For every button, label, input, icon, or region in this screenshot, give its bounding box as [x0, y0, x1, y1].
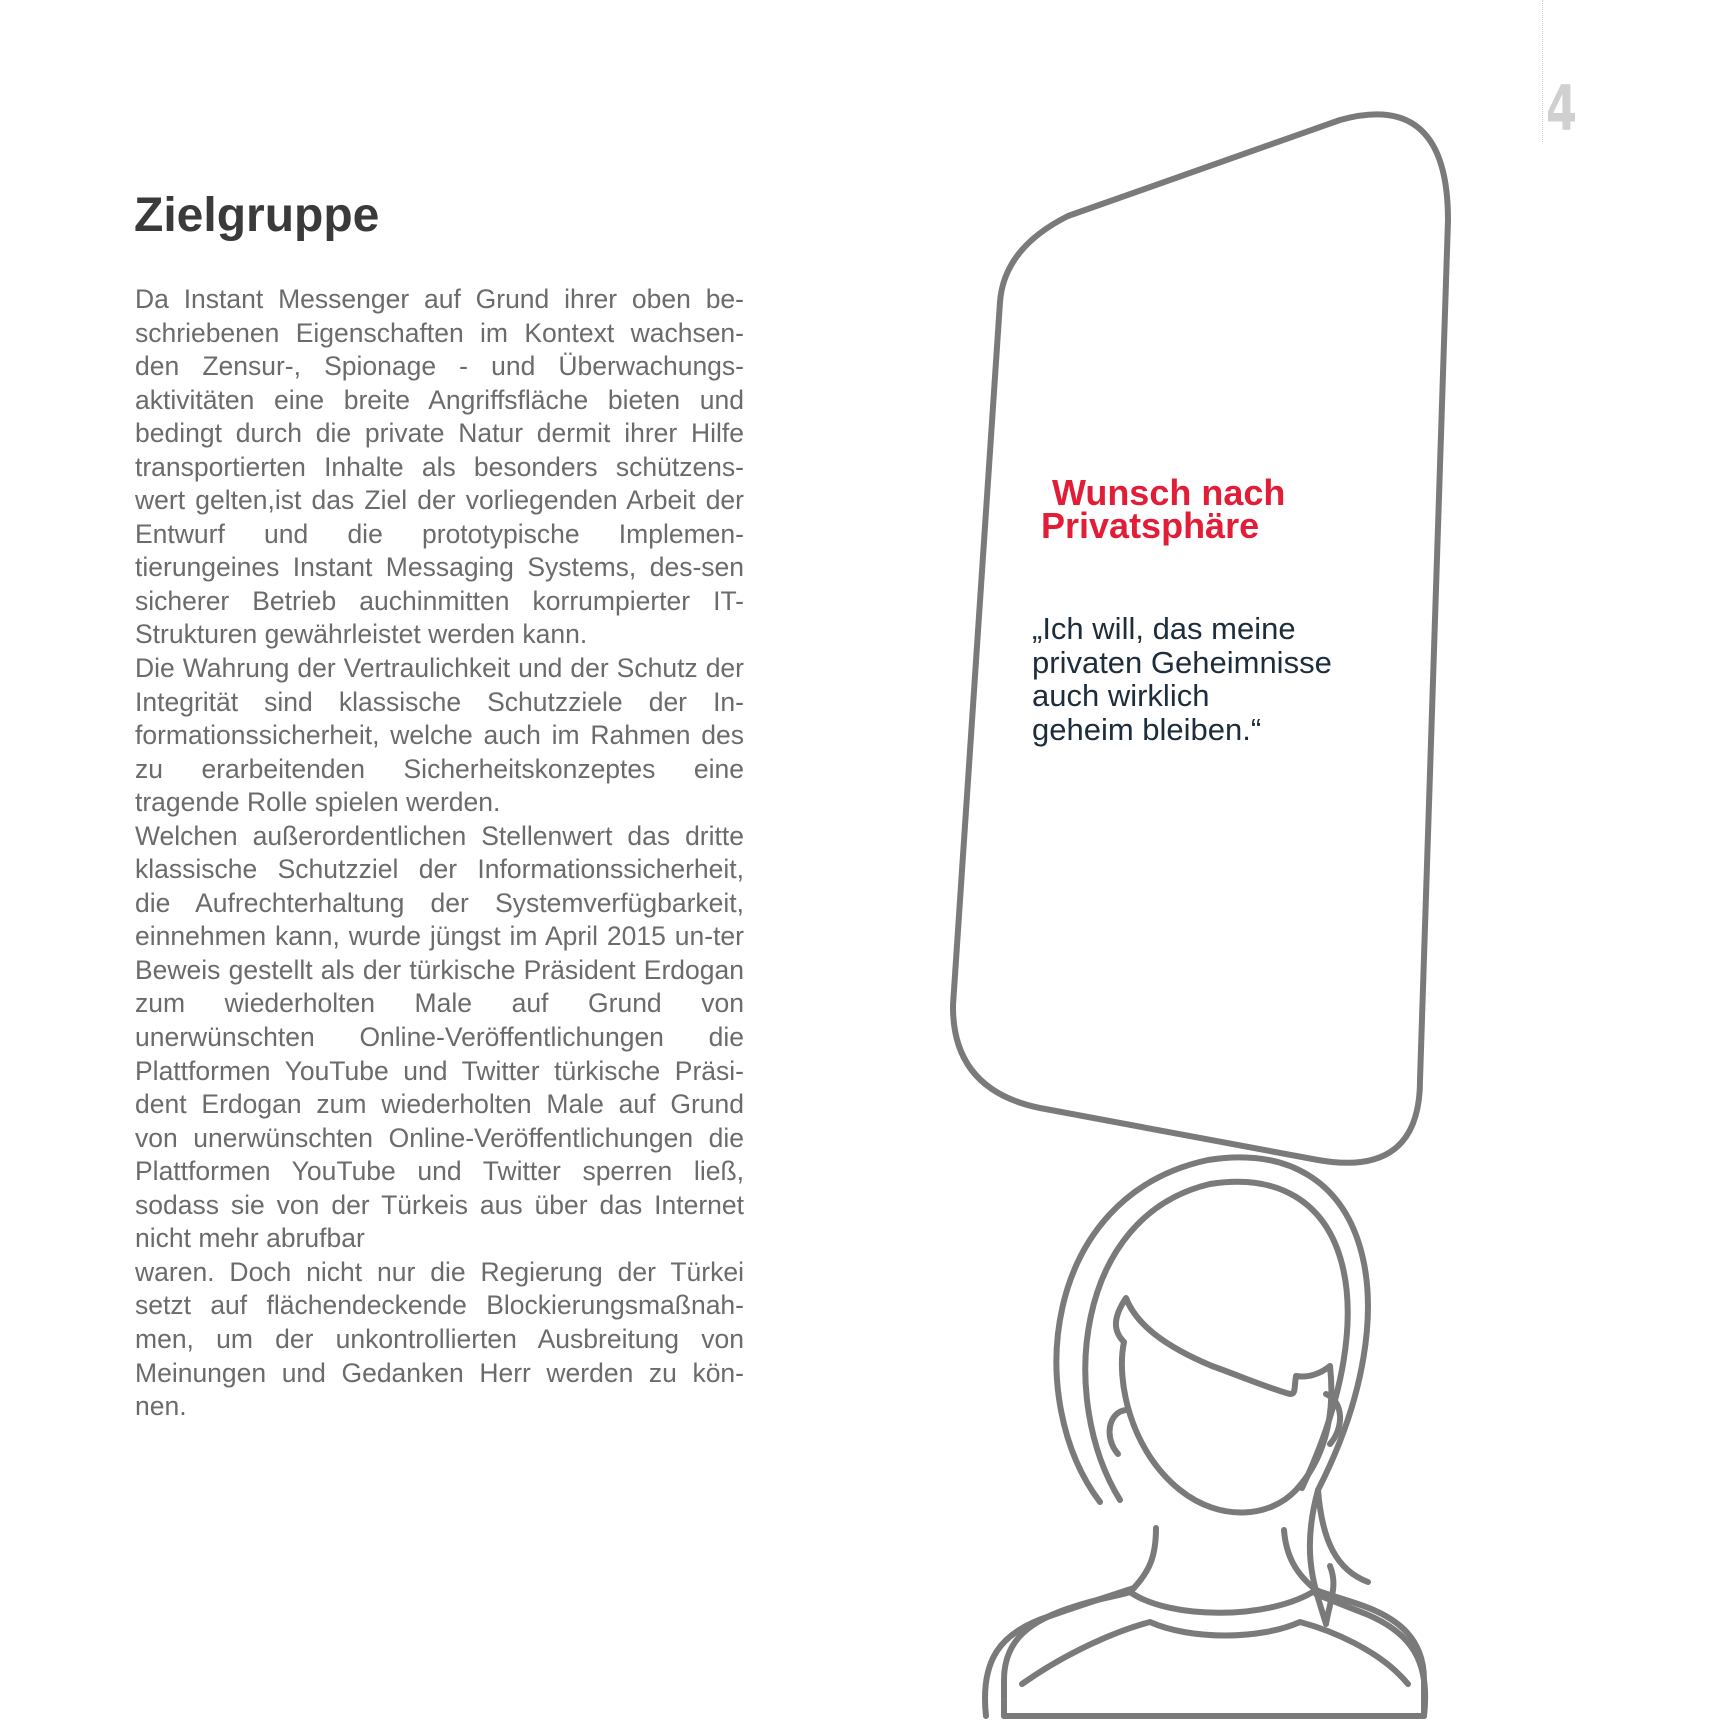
paragraph: Da Instant Messenger auf Grund ihrer oben be-schriebenen Eigenschaften im Kontext wachsen-den Zensur-, Spionage - und Überwachungs-aktivitäten eine breite Angriffsfläche bieten und bedingt durch die private Natur dermit ihrer Hilfe transportierten Inhalte als besonders schützens-wert gelten,ist das Ziel der vorliegenden Arbeit der Entwurf und die prototypische Implemen-tierungeines Instant Messaging Systems, des-sen sicherer Betrieb auchinmitten korrumpierter IT-Strukturen gewährleistet werden kann.: [135, 284, 744, 650]
page-number: 4: [1546, 72, 1578, 145]
paragraph: Die Wahrung der Vertraulichkeit und der Schutz der Integrität sind klassische Schutzziele der In-formationssicherheit, welche auch im Rahmen des zu erarbeitenden Sicherheitskonzeptes eine tragende Rolle spielen werden.: [135, 653, 744, 818]
bubble-title-line2: Privatsphäre: [1041, 505, 1260, 546]
woman-avatar-icon: [985, 1157, 1425, 1716]
paragraph: waren. Doch nicht nur die Regierung der Türkei setzt auf flächendeckende Blockierungsmaßnah-men, um der unkontrollierten Ausbreitung von Meinungen und Gedanken Herr werden zu kön-nen.: [135, 1256, 744, 1422]
bubble-quote: „Ich will, das meine privaten Geheimnisse auch wirklich geheim bleiben.“: [1032, 611, 1332, 747]
bubble-title-line1: Wunsch nach: [1052, 472, 1286, 513]
bubble-title: [1041, 472, 1286, 546]
page-title: Zielgruppe: [134, 189, 380, 242]
paragraph: Welchen außerordentlichen Stellenwert das dritte klassische Schutzziel der Informationssicherheit, die Aufrechterhaltung der Systemverfügbarkeit, einnehmen kann, wurde jüngst im April 2015 un-ter Beweis gestellt als der türkische Präsident Erdogan zum wiederholten Male auf Grund von unerwünschten Online-Veröffentlichungen die Plattformen YouTube und Twitter türkische Präsi-dent Erdogan zum wiederholten Male auf Grund von unerwünschten Online-Veröffentlichungen die Plattformen YouTube und Twitter sperren ließ, sodass sie von der Türkeis aus über das Internet nicht mehr abrufbar: [135, 820, 744, 1254]
